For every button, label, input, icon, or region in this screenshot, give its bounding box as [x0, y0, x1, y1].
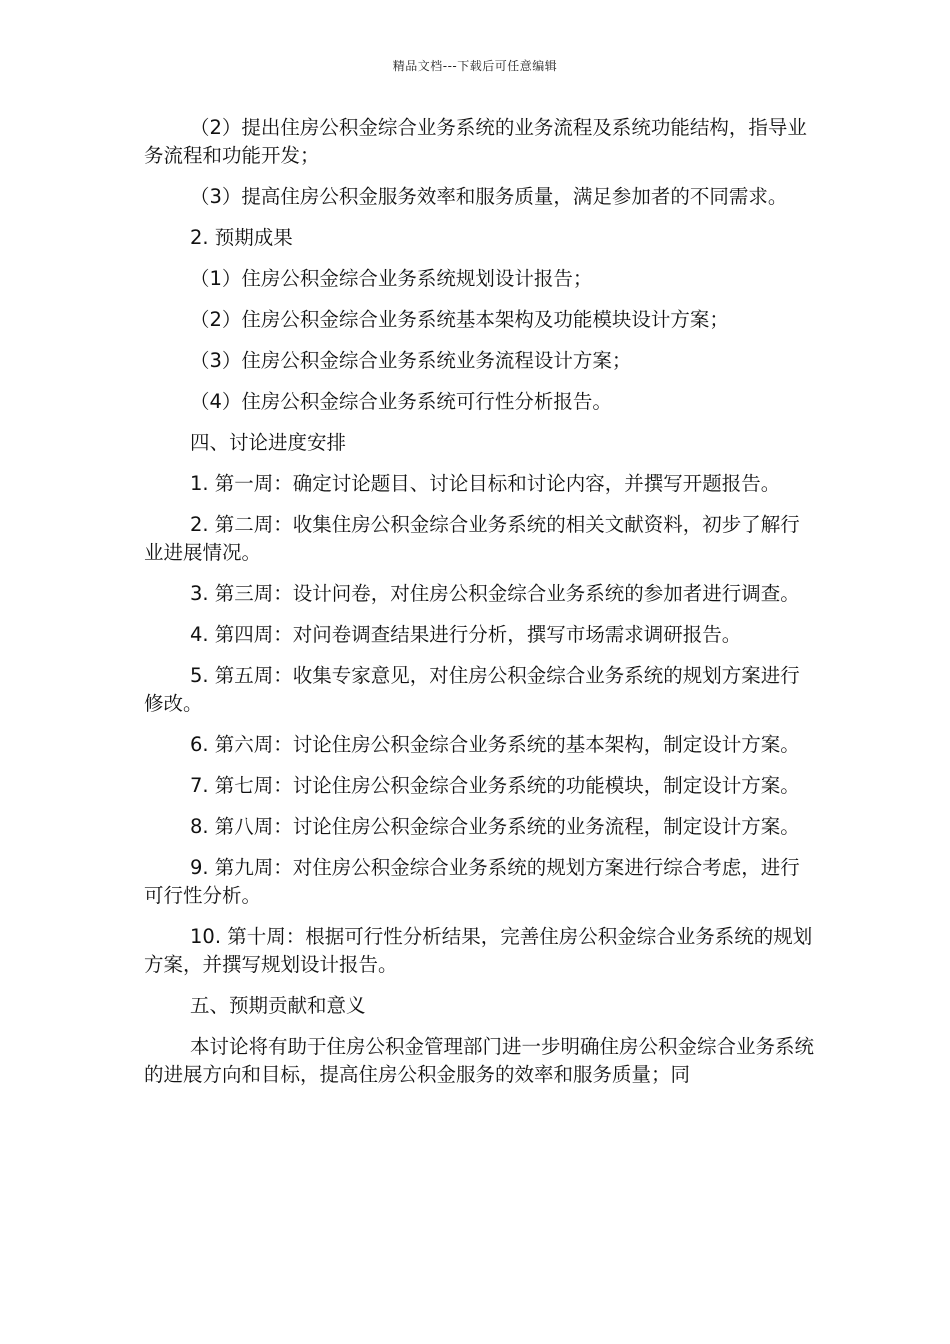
paragraph-contribution: 本讨论将有助于住房公积金管理部门进一步明确住房公积金综合业务系统的进展方向和目标，提高住房公积金服务的效率和服务质量；同: [144, 1035, 815, 1086]
document-body: [144, 114, 816, 1102]
section-heading-schedule: 四、讨论进度安排: [190, 431, 347, 454]
list-item-result-3: （3）住房公积金综合业务系统业务流程设计方案；: [190, 349, 632, 372]
schedule-item-week-9: 9. 第九周：对住房公积金综合业务系统的规划方案进行综合考虑，进行可行性分析。: [144, 856, 800, 907]
list-item-result-4: （4）住房公积金综合业务系统可行性分析报告。: [190, 390, 612, 413]
schedule-item-week-8: 8. 第八周：讨论住房公积金综合业务系统的业务流程，制定设计方案。: [190, 815, 800, 838]
schedule-item-week-4: 4. 第四周：对问卷调查结果进行分析，撰写市场需求调研报告。: [190, 623, 742, 646]
heading-expected-results: 2. 预期成果: [190, 226, 293, 249]
schedule-item-week-2: 2. 第二周：收集住房公积金综合业务系统的相关文献资料，初步了解行业进展情况。: [144, 513, 800, 564]
schedule-item-week-5: 5. 第五周：收集专家意见，对住房公积金综合业务系统的规划方案进行修改。: [144, 664, 800, 715]
list-item-result-1: （1）住房公积金综合业务系统规划设计报告；: [190, 267, 593, 290]
page-header: 精品文档---下载后可任意编辑: [392, 59, 558, 73]
list-item-result-2: （2）住房公积金综合业务系统基本架构及功能模块设计方案；: [190, 308, 729, 331]
schedule-item-week-1: 1. 第一周：确定讨论题目、讨论目标和讨论内容，并撰写开题报告。: [190, 472, 781, 495]
schedule-item-week-10: 10. 第十周：根据可行性分析结果，完善住房公积金综合业务系统的规划方案，并撰写规划设计报告。: [144, 925, 813, 976]
paragraph-goal-2: （2）提出住房公积金综合业务系统的业务流程及系统功能结构，指导业务流程和功能开发；: [144, 116, 807, 167]
schedule-item-week-6: 6. 第六周：讨论住房公积金综合业务系统的基本架构，制定设计方案。: [190, 733, 800, 756]
paragraph-goal-3: （3）提高住房公积金服务效率和服务质量，满足参加者的不同需求。: [190, 185, 788, 208]
schedule-item-week-7: 7. 第七周：讨论住房公积金综合业务系统的功能模块，制定设计方案。: [190, 774, 800, 797]
schedule-item-week-3: 3. 第三周：设计问卷，对住房公积金综合业务系统的参加者进行调查。: [190, 582, 800, 605]
section-heading-contribution: 五、预期贡献和意义: [190, 994, 366, 1017]
